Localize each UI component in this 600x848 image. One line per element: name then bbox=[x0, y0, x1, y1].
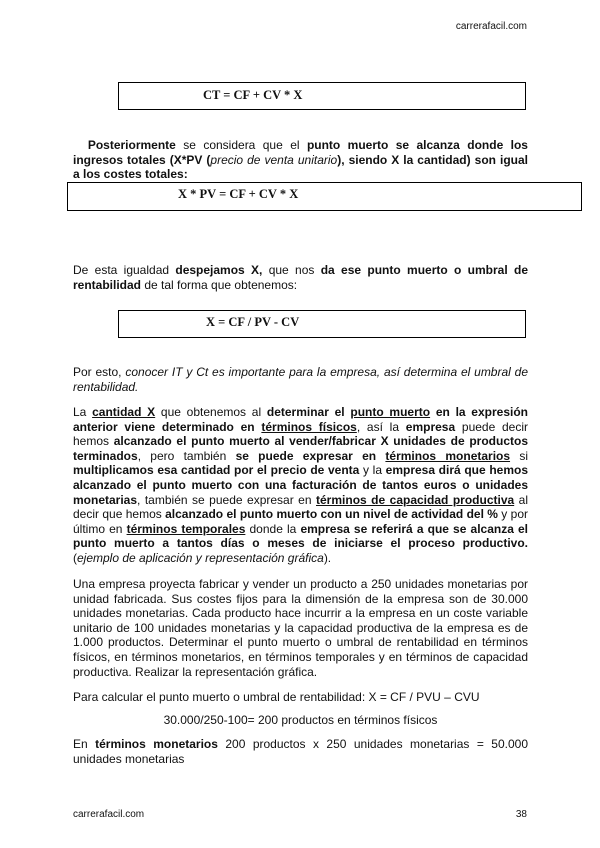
text: de tal forma que obtenemos: bbox=[141, 277, 298, 292]
text: De esta igualdad bbox=[73, 263, 176, 277]
text bbox=[376, 449, 385, 463]
text: términos monetarios bbox=[95, 737, 218, 751]
formula-box-equality bbox=[67, 182, 582, 211]
text: precio de venta unitario bbox=[210, 152, 338, 167]
footer-site: carrerafacil.com bbox=[73, 809, 145, 820]
text: alcanzado el punto muerto con un nivel de actividad del % bbox=[165, 507, 498, 522]
text: se puede expresar en bbox=[235, 448, 377, 463]
text: Por esto, bbox=[73, 365, 126, 379]
text: multiplicamos esa cantidad por el precio de venta bbox=[73, 463, 360, 478]
text: términos temporales bbox=[126, 521, 246, 536]
formula-box-ct bbox=[118, 82, 526, 110]
text: Posteriormente bbox=[87, 138, 176, 152]
text: , así la bbox=[356, 419, 406, 434]
paragraph-example: Una empresa proyecta fabricar y vender un producto a 250 unidades monetarias por unidad fabricada. Sus costes fijos para la dimensión de la empresa son de 30.000 unidades monetarias. Cada producto hace incurrir a la empresa en un coste variable unitario de 100 unidades monetarias y la capacidad productiva de la empresa es de 1.000 productos. Determinar el punto muerto o umbral de rentabilidad en términos físicos, en términos monetarios, en términos temporales y en términos de capacidad productiva. Realizar la representación gráfica. bbox=[73, 577, 528, 679]
text: punto muerto se alcanza donde los ingresos totales (X*PV ( bbox=[73, 138, 528, 167]
text: en la expresión anterior viene determinado en bbox=[73, 405, 528, 434]
text: da ese punto muerto o umbral de rentabilidad bbox=[73, 263, 528, 292]
text: que nos bbox=[262, 263, 321, 277]
formula-ct: CT = CF + CV * X bbox=[203, 88, 303, 102]
paragraph-calculate: Para calcular el punto muerto o umbral de rentabilidad: X = CF / PVU – CVU bbox=[73, 690, 480, 704]
text: ejemplo de aplicación y representación gráfica bbox=[77, 550, 324, 565]
text: cantidad X bbox=[92, 405, 156, 419]
paragraph-importance bbox=[73, 365, 528, 394]
text: despejamos X, bbox=[175, 263, 263, 277]
paragraph-monetary bbox=[73, 737, 528, 766]
calculation-physical: 30.000/250-100= 200 productos en términos físicos bbox=[163, 713, 438, 727]
text: alcanzado el punto muerto al vender/fabricar X unidades de productos terminados bbox=[73, 434, 528, 463]
text: empresa bbox=[405, 419, 456, 434]
text: puede decir hemos bbox=[73, 419, 529, 449]
text: términos monetarios bbox=[385, 448, 511, 463]
header-site: carrerafacil.com bbox=[455, 21, 527, 32]
text: ( bbox=[73, 550, 77, 565]
text: , también se puede expresar en bbox=[137, 492, 317, 507]
text: donde la bbox=[245, 521, 301, 536]
text: si bbox=[510, 448, 528, 463]
text: ), siendo X la cantidad) son igual a los costes totales: bbox=[73, 152, 528, 182]
text: determinar el bbox=[266, 405, 345, 419]
text: empresa dirá que hemos alcanzado el punto muerto con una facturación de tantos euros o unidades monetarias bbox=[73, 463, 529, 507]
text: términos físicos bbox=[261, 419, 357, 434]
text: La bbox=[73, 405, 93, 419]
text: conocer IT y Ct es importante para la empresa, así determina el umbral de rentabilidad. bbox=[73, 365, 529, 394]
text: 200 productos x 250 unidades monetarias = 50.000 unidades monetarias bbox=[73, 737, 528, 766]
text: , pero también bbox=[137, 448, 236, 463]
text: se considera que el bbox=[175, 138, 307, 152]
page-number: 38 bbox=[515, 809, 527, 820]
text: al decir que hemos bbox=[73, 492, 528, 522]
text: términos de capacidad productiva bbox=[316, 492, 515, 507]
formula-x: X = CF / PV - CV bbox=[206, 315, 300, 329]
text: que obtenemos al bbox=[155, 405, 267, 419]
text: ). bbox=[323, 550, 332, 565]
paragraph-solve-x bbox=[73, 263, 528, 292]
paragraph-quantity-x bbox=[73, 405, 528, 566]
formula-equality: X * PV = CF + CV * X bbox=[178, 187, 299, 201]
text: punto muerto bbox=[350, 405, 431, 419]
paragraph-break-even-intro bbox=[73, 138, 528, 182]
text: y por último en bbox=[73, 507, 528, 536]
text: En bbox=[73, 737, 96, 751]
formula-box-x bbox=[118, 310, 526, 338]
text: empresa se referirá a que se alcanza el punto muerto a tantos días o meses de iniciarse el proceso productivo. bbox=[73, 521, 528, 551]
text: y la bbox=[359, 463, 386, 478]
